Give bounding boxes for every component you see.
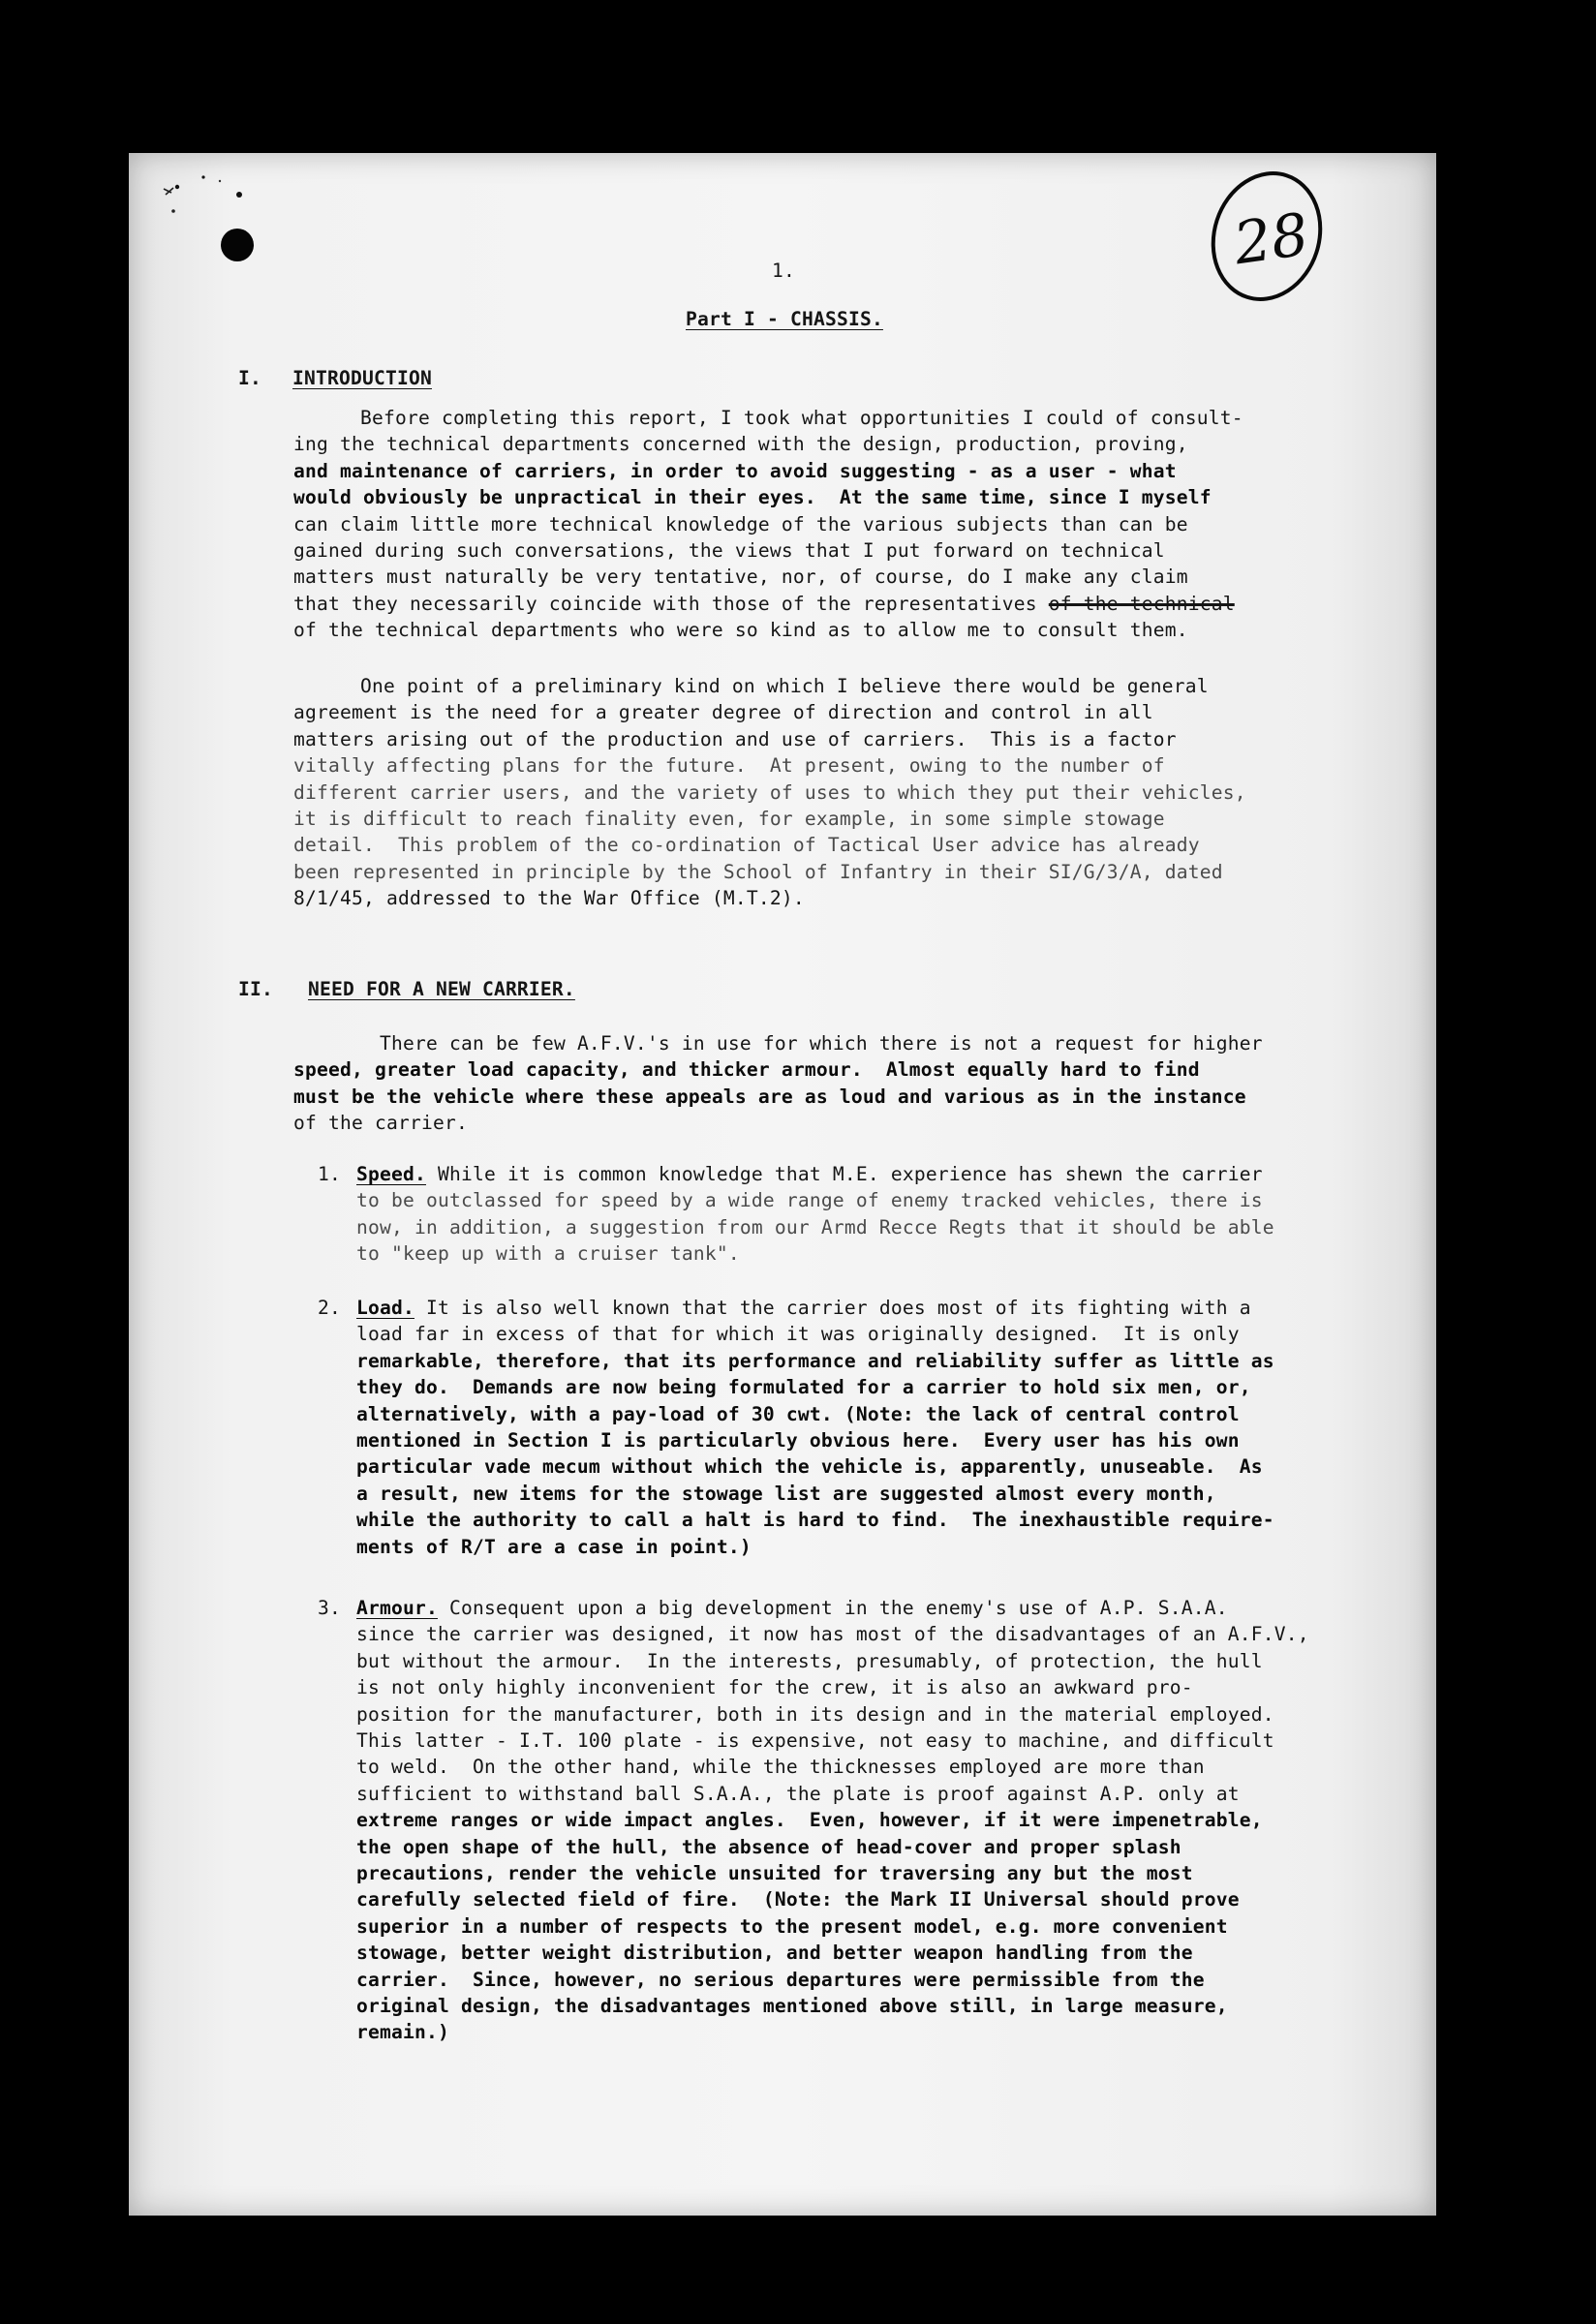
- list-item-line: [356, 1299, 1251, 1318]
- paragraph-line: One point of a preliminary kind on which I believe there would be general: [360, 675, 1209, 697]
- paragraph-line: speed, greater load capacity, and thicker armour. Almost equally hard to find: [293, 1058, 1200, 1082]
- list-item-line: now, in addition, a suggestion from our Armd Recce Regts that it should be able: [356, 1215, 1274, 1238]
- list-item-line: ments of R/T are a case in point.): [356, 1535, 752, 1558]
- list-item-line: precautions, render the vehicle unsuited for traversing any but the most: [356, 1862, 1193, 1884]
- list-item-line: alternatively, with a pay-load of 30 cwt. (Note: the lack of central control: [356, 1402, 1240, 1425]
- paragraph-line: of the carrier.: [293, 1112, 468, 1135]
- list-item-line: sufficient to withstand ball S.A.A., the plate is proof against A.P. only at: [356, 1782, 1240, 1805]
- list-item-line: since the carrier was designed, it now has most of the disadvantages of an A.F.V.,: [356, 1623, 1309, 1646]
- struck-text: of the technical: [1048, 592, 1235, 615]
- paragraph-line: vitally affecting plans for the future. At present, owing to the number of: [293, 754, 1165, 778]
- paragraph-line: Before completing this report, I took what opportunities I could of consult-: [360, 407, 1243, 429]
- paragraph-line: been represented in principle by the School of Infantry in their SI/G/3/A, dated: [293, 860, 1223, 883]
- list-item-line: mentioned in Section I is particularly obvious here. Every user has his own: [356, 1429, 1240, 1452]
- list-item-line-label: Speed.: [356, 1163, 426, 1185]
- paragraph-line: agreement is the need for a greater degree of direction and control in all: [293, 701, 1153, 724]
- list-item-line: carrier. Since, however, no serious departures were permissible from the: [356, 1968, 1205, 1991]
- item-number: 1.: [318, 1163, 341, 1185]
- list-item-line: is not only highly inconvenient for the crew, it is also an awkward pro-: [356, 1676, 1193, 1699]
- paragraph-line: must be the vehicle where these appeals are as loud and various as in the instance: [293, 1085, 1246, 1108]
- paragraph-line: matters must naturally be very tentative, nor, of course, do I make any claim: [293, 566, 1188, 589]
- paragraph-line: that they necessarily coincide with those of the representatives of the technical: [293, 592, 1235, 615]
- list-item-line: remarkable, therefore, that its performance and reliability suffer as little as: [356, 1349, 1274, 1372]
- paragraph-line: would obviously be unpractical in their eyes. At the same time, since I myself: [293, 486, 1212, 509]
- list-item-line: [356, 1599, 1228, 1618]
- list-item-line: while the authority to call a halt is hard to find. The inexhaustible require-: [356, 1509, 1274, 1532]
- item-number: 3.: [318, 1597, 341, 1619]
- paragraph-line: it is difficult to reach finality even, for example, in some simple stowage: [293, 808, 1165, 830]
- section-numeral: I.: [238, 367, 261, 389]
- paragraph-line: There can be few A.F.V.'s in use for which there is not a request for higher: [380, 1032, 1263, 1055]
- list-item-line: the open shape of the hull, the absence of head-cover and proper splash: [356, 1835, 1182, 1858]
- list-item-line: stowage, better weight distribution, and better weapon handling from the: [356, 1942, 1193, 1965]
- list-item-line: This latter - I.T. 100 plate - is expensive, not easy to machine, and difficult: [356, 1729, 1274, 1752]
- list-item-line-label: Load.: [356, 1297, 414, 1319]
- folio-number: 28: [1230, 200, 1313, 279]
- list-item-line: to be outclassed for speed by a wide range of enemy tracked vehicles, there is: [356, 1189, 1263, 1212]
- item-number: 2.: [318, 1297, 341, 1319]
- section-heading: NEED FOR A NEW CARRIER.: [308, 978, 575, 1000]
- list-item-line: they do. Demands are now being formulated for a carrier to hold six men, or,: [356, 1376, 1251, 1399]
- list-item-line: a result, new items for the stowage list are suggested almost every month,: [356, 1482, 1216, 1505]
- list-item-line: to "keep up with a cruiser tank".: [356, 1242, 740, 1266]
- list-item-line-text: Consequent upon a big development in the enemy's use of A.P. S.A.A.: [437, 1597, 1228, 1619]
- paragraph-line: gained during such conversations, the views that I put forward on technical: [293, 539, 1165, 562]
- list-item-line: to weld. On the other hand, while the thicknesses employed are more than: [356, 1756, 1205, 1779]
- section-heading: INTRODUCTION: [292, 367, 432, 389]
- list-item-line: superior in a number of respects to the present model, e.g. more convenient: [356, 1914, 1228, 1938]
- list-item-line: load far in excess of that for which it was originally designed. It is only: [356, 1323, 1240, 1346]
- section-numeral: II.: [238, 978, 273, 1000]
- list-item-line-text: It is also well known that the carrier does most of its fighting with a: [414, 1297, 1251, 1319]
- paragraph-line: and maintenance of carriers, in order to avoid suggesting - as a user - what: [293, 459, 1177, 482]
- list-item-line: extreme ranges or wide impact angles. Even, however, if it were impenetrable,: [356, 1809, 1263, 1832]
- list-item-line: position for the manufacturer, both in its design and in the material employed.: [356, 1702, 1274, 1726]
- page-number: 1.: [772, 260, 795, 282]
- paragraph-line: ing the technical departments concerned with the design, production, proving,: [293, 433, 1188, 456]
- paragraph-line: detail. This problem of the co-ordination of Tactical User advice has already: [293, 834, 1200, 857]
- list-item-line: particular vade mecum without which the vehicle is, apparently, unuseable. As: [356, 1455, 1263, 1479]
- list-item-line: [356, 1165, 1263, 1184]
- list-item-line: carefully selected field of fire. (Note: the Mark II Universal should prove: [356, 1888, 1240, 1911]
- list-item-line-text: While it is common knowledge that M.E. experience has shewn the carrier: [425, 1163, 1263, 1185]
- list-item-line: original design, the disadvantages mentioned above still, in large measure,: [356, 1995, 1228, 2017]
- paragraph-line: can claim little more technical knowledge of the various subjects than can be: [293, 512, 1188, 535]
- paragraph-line: matters arising out of the production and use of carriers. This is a factor: [293, 727, 1177, 750]
- paragraph-line: different carrier users, and the variety of uses to which they put their vehicles,: [293, 780, 1246, 804]
- list-item-line-label: Armour.: [356, 1597, 438, 1619]
- part-title: Part I - CHASSIS.: [686, 308, 883, 330]
- paragraph-line: 8/1/45, addressed to the War Office (M.T.2).: [293, 887, 805, 910]
- list-item-line: but without the armour. In the interests, presumably, of protection, the hull: [356, 1649, 1263, 1672]
- paragraph-line: of the technical departments who were so kind as to allow me to consult them.: [293, 619, 1188, 642]
- list-item-line: remain.): [356, 2021, 449, 2044]
